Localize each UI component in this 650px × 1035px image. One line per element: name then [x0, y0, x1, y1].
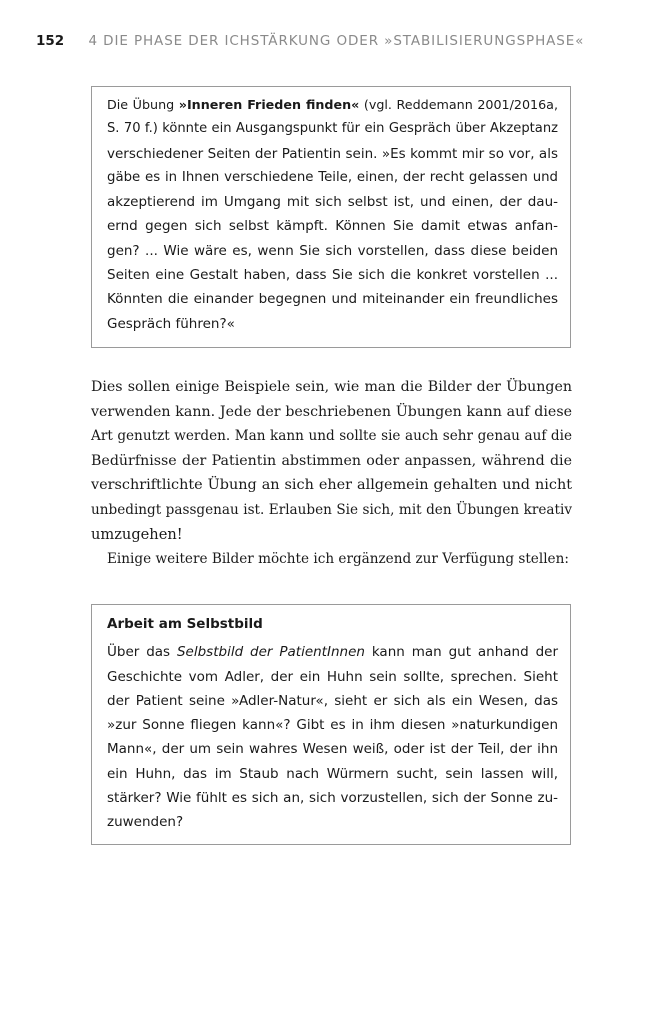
box-title: Arbeit am Selbstbild: [107, 616, 263, 632]
box-text: kann man gut anhand der: [364, 644, 558, 661]
box-line: Mann«, der um sein wahres Wesen weiß, oder ist der Teil, der ihn: [107, 741, 558, 758]
box-line: gäbe es in Ihnen verschiedene Teile, einen, der recht gelassen und: [107, 169, 558, 185]
box-line: [107, 640, 558, 664]
body-line: umzugehen!: [91, 525, 183, 543]
box-line: Gespräch führen?«: [107, 315, 235, 332]
box-line: Geschichte vom Adler, der ein Huhn sein sollte, sprechen. Sieht: [107, 668, 558, 685]
running-head: 4 DIE PHASE DER ICHSTÄRKUNG ODER »STABILISIERUNGSPHASE«: [88, 33, 585, 49]
emphasized-term: Selbstbild der PatientInnen: [176, 644, 365, 661]
box-line: ernd gegen sich selbst kämpft. Können Sie damit etwas anfan-: [107, 218, 558, 235]
body-line: unbedingt passgenau ist. Erlauben Sie sich, mit den Übungen kreativ: [91, 501, 572, 518]
body-text: [91, 375, 572, 572]
exercise-box-selbstbild: [91, 604, 571, 845]
body-paragraph-2: Einige weitere Bilder möchte ich ergänzend zur Verfügung stellen:: [107, 551, 569, 568]
exercise-name: »Inneren Frieden finden«: [178, 97, 360, 112]
page-number: 152: [36, 33, 65, 49]
box-line: [107, 93, 558, 117]
body-line: Dies sollen einige Beispiele sein, wie man die Bilder der Übungen: [91, 379, 572, 395]
box-line: zuwenden?: [107, 814, 184, 831]
box-text: (vgl. Reddemann 2001/2016a,: [359, 97, 558, 112]
body-line: Bedürfnisse der Patientin abstimmen oder anpassen, während die: [91, 452, 572, 469]
body-line: Art genutzt werden. Man kann und sollte sie auch sehr genau auf die: [91, 428, 572, 445]
box-line: Seiten eine Gestalt haben, dass Sie sich die konkret vorstellen ...: [107, 267, 558, 284]
page-header: [36, 33, 584, 49]
box-line: stärker? Wie fühlt es sich an, sich vorzustellen, sich der Sonne zu-: [107, 790, 558, 807]
box-text: Die Übung: [107, 97, 179, 112]
exercise-box-inneren-frieden: [91, 86, 571, 348]
box-line: Könnten die einander begegnen und miteinander ein freundliches: [107, 291, 558, 308]
body-line: verschriftlichte Übung an sich eher allgemein gehalten und nicht: [91, 477, 572, 494]
box-text: Über das: [107, 644, 177, 661]
box-line: »zur Sonne fliegen kann«? Gibt es in ihm diesen »naturkundigen: [107, 717, 558, 734]
box-line: der Patient seine »Adler-Natur«, sieht er sich als ein Wesen, das: [107, 692, 558, 709]
box-line: akzeptierend im Umgang mit sich selbst ist, und einen, der dau-: [107, 194, 558, 211]
box-line: gen? ... Wie wäre es, wenn Sie sich vorstellen, dass diese beiden: [107, 242, 558, 259]
body-line: verwenden kann. Jede der beschriebenen Übungen kann auf diese: [91, 403, 572, 420]
box-line: ein Huhn, das im Staub nach Würmern sucht, sein lassen will,: [107, 765, 558, 782]
box-line: verschiedener Seiten der Patientin sein. »Es kommt mir so vor, als: [107, 145, 558, 162]
box-line: S. 70 f.) könnte ein Ausgangspunkt für ein Gespräch über Akzeptanz: [107, 121, 558, 137]
